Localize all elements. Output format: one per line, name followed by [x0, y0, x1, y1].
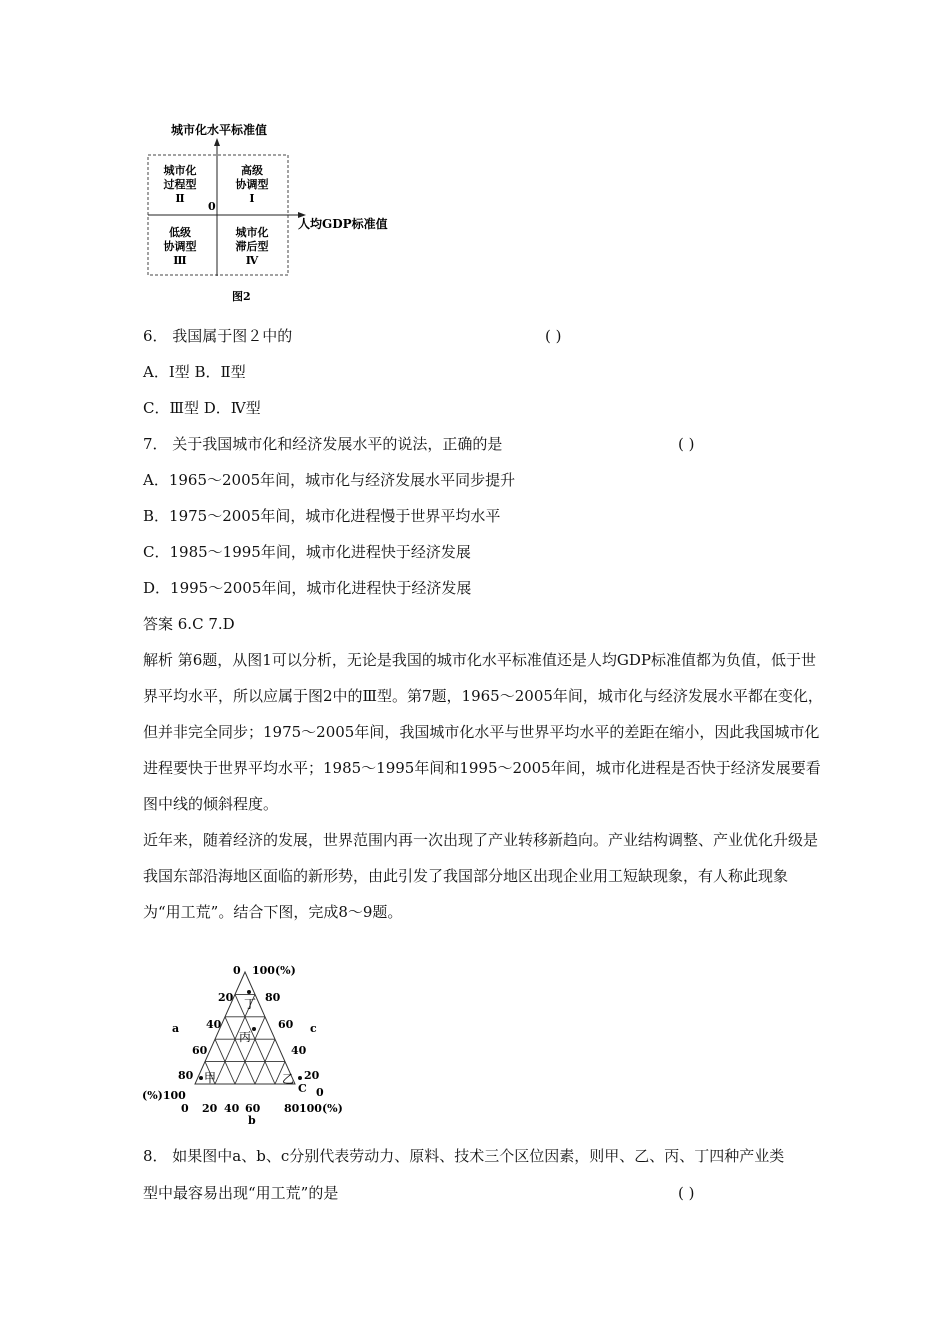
grid-line-left-diagonal [235, 1017, 265, 1084]
q7-option-b: B．1975～2005年间，城市化进程慢于世界平均水平 [143, 507, 501, 525]
quadrant-4-line3: Ⅳ [245, 254, 259, 267]
quadrant-1-line2: 协调型 [235, 178, 269, 191]
label-side-c: c [310, 1022, 317, 1035]
quadrant-3-line2: 协调型 [163, 240, 197, 253]
point-ding-label: 丁 [244, 997, 257, 1011]
label-top-right-percent: 100(%) [252, 964, 296, 977]
bottom-tick-80: 80 [284, 1102, 300, 1115]
point-c-label: C [298, 1082, 307, 1095]
right-tick-60: 60 [278, 1018, 294, 1031]
q8-stem-line2: 型中最容易出现“用工荒”的是 [143, 1184, 339, 1202]
point-jia-label: 甲 [204, 1071, 217, 1085]
label-side-b: b [248, 1114, 256, 1124]
bottom-tick-20: 20 [202, 1102, 218, 1115]
quadrant-2-line1: 城市化 [163, 164, 197, 177]
quadrant-3-line1: 低级 [169, 226, 191, 239]
right-tick-20: 20 [304, 1069, 320, 1082]
quadrant-2-line2: 过程型 [163, 178, 197, 191]
analysis-paragraph: 解析 第6题，从图1可以分析，无论是我国的城市化水平标准值还是人均GDP标准值都为负值，低于世界平均水平，所以应属于图2中的Ⅲ型。第7题，1965～2005年间，城市化与经济发展水平都在变化，但并非完全同步；1975～2005年间，我国城市化水平与世界平均水平的差距在缩小，因此我国城市化进程要快于世界平均水平；1985～1995年间和1995～2005年间，城市化进程是否快于经济发展要看图中线的倾斜程度。 [143, 651, 823, 813]
origin-label: 0 [208, 200, 216, 213]
answer-line: 答案 6.C 7.D [143, 615, 235, 633]
point-bing-marker [252, 1027, 256, 1031]
right-tick-0: 0 [316, 1086, 324, 1099]
label-top-left-zero: 0 [233, 964, 241, 977]
intro-paragraph: 近年来，随着经济的发展，世界范围内再一次出现了产业转移新趋向。产业结构调整、产业优化升级是我国东部沿海地区面临的新形势，由此引发了我国部分地区出现企业用工短缺现象，有人称此现象为“用工荒”。结合下图，完成8～9题。 [143, 831, 819, 921]
point-bing-label: 丙 [239, 1030, 252, 1044]
bottom-tick-40: 40 [224, 1102, 240, 1115]
q8-stem-line1: 8． 如果图中a、b、c分别代表劳动力、原料、技术三个区位因素，则甲、乙、丙、丁四种产业类 [143, 1147, 785, 1165]
grid-line-right-diagonal [225, 1017, 255, 1084]
point-yi-marker [298, 1076, 302, 1080]
quadrant-4-line1: 城市化 [235, 226, 269, 239]
quadrant-1-line3: Ⅰ [249, 192, 255, 205]
q6-options-cd: C．Ⅲ型 D．Ⅳ型 [143, 399, 261, 417]
left-tick-20: 20 [218, 991, 234, 1004]
q7-option-a: A．1965～2005年间，城市化与经济发展水平同步提升 [143, 471, 516, 489]
bottom-tick-0: 0 [181, 1102, 189, 1115]
point-ding-marker [247, 990, 251, 994]
label-side-a: a [172, 1022, 180, 1035]
point-yi-label: 乙 [282, 1072, 295, 1086]
figure-2-caption: 图2 [232, 290, 251, 303]
y-axis-arrow [214, 138, 220, 146]
right-tick-40: 40 [291, 1044, 307, 1057]
q6-answer-bracket: ( ) [545, 327, 562, 345]
left-tick-40: 40 [206, 1018, 222, 1031]
label-bottom-left-percent: (%)100 [142, 1089, 186, 1102]
label-bottom-right-percent: 100(%) [299, 1102, 343, 1115]
left-tick-60: 60 [192, 1044, 208, 1057]
quadrant-1-line1: 高级 [241, 164, 263, 177]
quadrant-4-line2: 滞后型 [235, 240, 269, 253]
ternary-triangle-diagram [140, 962, 350, 1124]
y-axis-label: 城市化水平标准值 [171, 123, 268, 137]
q6-options-ab: A．Ⅰ型 B．Ⅱ型 [143, 363, 246, 381]
q7-option-c: C．1985～1995年间，城市化进程快于经济发展 [143, 543, 471, 561]
left-tick-80: 80 [178, 1069, 194, 1082]
right-tick-80: 80 [265, 991, 281, 1004]
q7-option-d: D．1995～2005年间，城市化进程快于经济发展 [143, 579, 472, 597]
q7-stem: 7． 关于我国城市化和经济发展水平的说法，正确的是 [143, 435, 503, 453]
quadrant-3-line3: Ⅲ [173, 254, 187, 267]
x-axis-label: 人均GDP标准值 [298, 217, 388, 231]
figure-2-quadrant-diagram [140, 118, 410, 308]
point-jia-marker [199, 1076, 203, 1080]
q6-stem: 6． 我国属于图２中的 [143, 327, 293, 345]
q8-answer-bracket: ( ) [678, 1184, 695, 1202]
q7-answer-bracket: ( ) [678, 435, 695, 453]
quadrant-2-line3: Ⅱ [175, 192, 185, 205]
bottom-tick-60: 60 [245, 1102, 261, 1115]
